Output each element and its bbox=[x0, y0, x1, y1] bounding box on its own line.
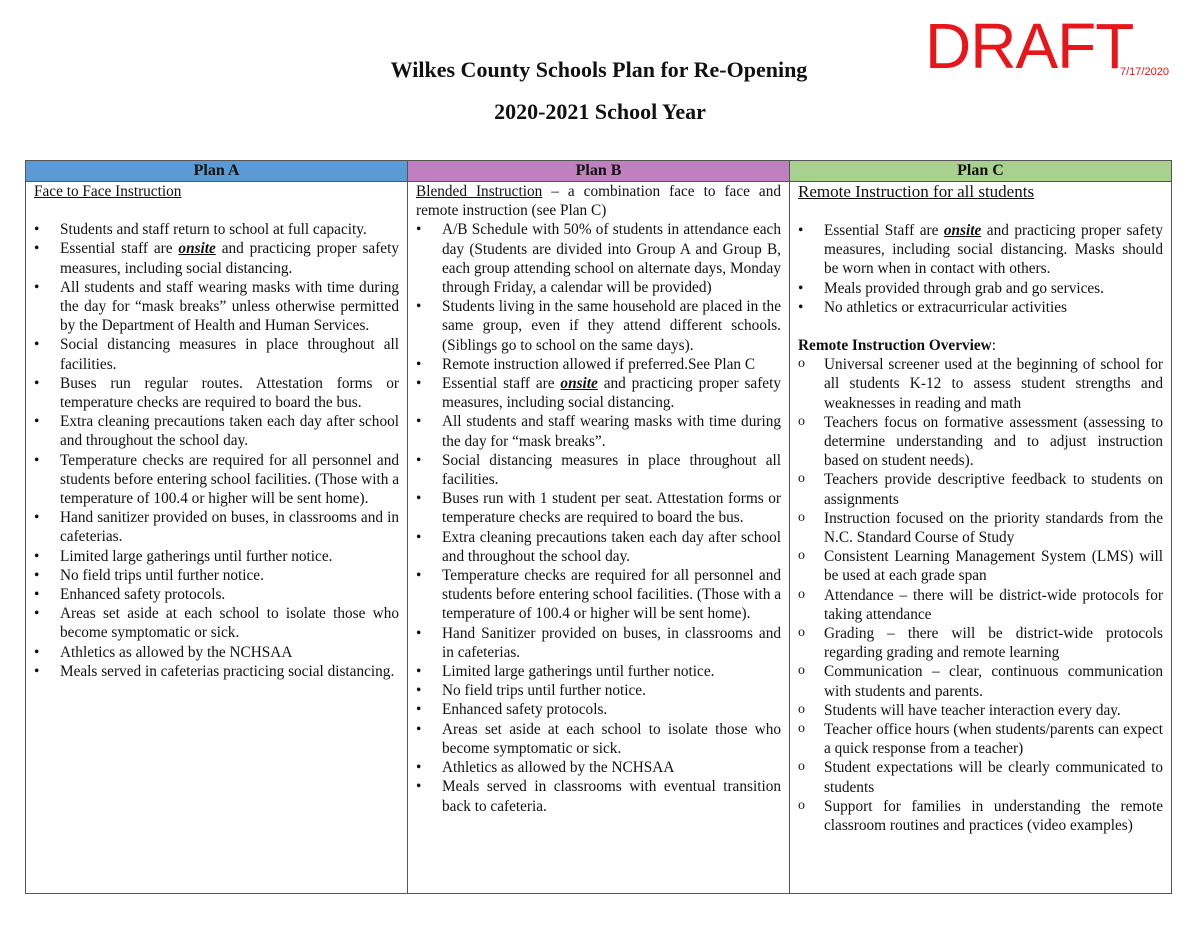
list-item: o Instruction focused on the priority standards from the N.C. Standard Course of Study bbox=[798, 509, 1163, 547]
list-item: • Athletics as allowed by the NCHSAA bbox=[416, 758, 781, 777]
list-item: • Social distancing measures in place throughout all facilities. bbox=[34, 335, 399, 373]
list-item: • Essential Staff are onsite and practicing proper safety measures, including social distancing. Masks should be worn when in contact with others. bbox=[798, 221, 1163, 279]
list-item: • A/B Schedule with 50% of students in attendance each day (Students are divided into Group A and Group B, each group attending school on alternate days, Monday through Friday, a calendar will be provided) bbox=[416, 220, 781, 297]
plan-c-subheading: Remote Instruction for all students bbox=[798, 182, 1035, 201]
plan-b-column bbox=[408, 182, 790, 894]
list-item: o Students will have teacher interaction every day. bbox=[798, 701, 1163, 720]
list-item: o Universal screener used at the beginning of school for all students K-12 to assess student strengths and weaknesses in reading and math bbox=[798, 355, 1163, 413]
list-item: o Communication – clear, continuous communication with students and parents. bbox=[798, 662, 1163, 700]
plan-c-column bbox=[790, 182, 1172, 894]
list-item: • Athletics as allowed by the NCHSAA bbox=[34, 643, 399, 662]
list-item: • Students and staff return to school at full capacity. bbox=[34, 220, 399, 239]
list-item: • Temperature checks are required for all personnel and students before entering school facilities. (Those with a temperature of 100.4 or higher will be sent home). bbox=[416, 566, 781, 624]
list-item: • No field trips until further notice. bbox=[34, 566, 399, 585]
plan-b-intro: Blended Instruction – a combination face to face and remote instruction (see Plan C) bbox=[416, 183, 781, 220]
list-item: o Teachers focus on formative assessment (assessing to determine understanding and to adjust instruction based on student needs). bbox=[798, 413, 1163, 471]
list-item: o Support for families in understanding the remote classroom routines and practices (video examples) bbox=[798, 797, 1163, 835]
list-item: • All students and staff wearing masks with time during the day for “mask breaks” unless otherwise permitted by the Department of Health and Human Services. bbox=[34, 278, 399, 336]
plans-header-row bbox=[26, 161, 1172, 182]
onsite-emphasis: onsite bbox=[178, 240, 216, 258]
draft-date: 7/17/2020 bbox=[1120, 66, 1169, 78]
plans-body-row bbox=[26, 182, 1172, 894]
onsite-emphasis: onsite bbox=[560, 375, 598, 393]
list-item: o Grading – there will be district-wide protocols regarding grading and remote learning bbox=[798, 624, 1163, 662]
list-item: o Consistent Learning Management System (LMS) will be used at each grade span bbox=[798, 547, 1163, 585]
plan-c-list bbox=[798, 221, 1163, 317]
list-item: • Temperature checks are required for all personnel and students before entering school facilities. (Those with a temperature of 100.4 or higher will be sent home). bbox=[34, 451, 399, 509]
plan-b-heading: Plan B bbox=[408, 161, 790, 182]
list-item: • Meals served in cafeterias practicing social distancing. bbox=[34, 662, 399, 681]
list-item: • Students living in the same household are placed in the same group, even if they attend different schools. (Siblings go to school on the same days). bbox=[416, 297, 781, 355]
overview-heading: Remote Instruction Overview: bbox=[798, 337, 996, 355]
list-item: • Buses run with 1 student per seat. Attestation forms or temperature checks are required to board the bus. bbox=[416, 489, 781, 527]
list-item: • Buses run regular routes. Attestation forms or temperature checks are required to board the bus. bbox=[34, 374, 399, 412]
list-item: • Enhanced safety protocols. bbox=[34, 585, 399, 604]
draft-stamp: DRAFT bbox=[925, 10, 1134, 82]
document-subtitle: 2020-2021 School Year bbox=[494, 99, 706, 124]
list-item: • Social distancing measures in place throughout all facilities. bbox=[416, 451, 781, 489]
list-item: • Limited large gatherings until further notice. bbox=[34, 547, 399, 566]
list-item: • Areas set aside at each school to isolate those who become symptomatic or sick. bbox=[416, 720, 781, 758]
list-item: o Attendance – there will be district-wide protocols for taking attendance bbox=[798, 586, 1163, 624]
onsite-emphasis: onsite bbox=[943, 222, 982, 239]
list-item: • Meals served in classrooms with eventual transition back to cafeteria. bbox=[416, 777, 781, 815]
list-item: • Hand sanitizer provided on buses, in classrooms and in cafeterias. bbox=[34, 508, 399, 546]
list-item: • No field trips until further notice. bbox=[416, 681, 781, 700]
list-item: • Extra cleaning precautions taken each day after school and throughout the school day. bbox=[416, 528, 781, 566]
list-item: • Hand Sanitizer provided on buses, in classrooms and in cafeterias. bbox=[416, 624, 781, 662]
document-title: Wilkes County Schools Plan for Re-Opening bbox=[390, 57, 808, 82]
list-item: • All students and staff wearing masks with time during the day for “mask breaks”. bbox=[416, 412, 781, 450]
list-item: • Essential staff are onsite and practicing proper safety measures, including social distancing. bbox=[34, 239, 399, 277]
list-item: • Remote instruction allowed if preferred.See Plan C bbox=[416, 355, 781, 374]
plans-table bbox=[25, 160, 1172, 894]
list-item: • Areas set aside at each school to isolate those who become symptomatic or sick. bbox=[34, 604, 399, 642]
plan-a-list bbox=[34, 220, 399, 681]
plan-b-subheading: Blended Instruction bbox=[416, 183, 543, 200]
plan-b-list bbox=[416, 220, 781, 815]
plan-c-heading: Plan C bbox=[790, 161, 1172, 182]
plan-a-subheading: Face to Face Instruction bbox=[34, 183, 182, 200]
plan-a-column bbox=[26, 182, 408, 894]
overview-list bbox=[798, 355, 1163, 835]
plan-a-heading: Plan A bbox=[26, 161, 408, 182]
list-item: • No athletics or extracurricular activities bbox=[798, 298, 1163, 317]
list-item: • Essential staff are onsite and practicing proper safety measures, including social distancing. bbox=[416, 374, 781, 412]
list-item: • Limited large gatherings until further notice. bbox=[416, 662, 781, 681]
list-item: • Extra cleaning precautions taken each day after school and throughout the school day. bbox=[34, 412, 399, 450]
list-item: • Enhanced safety protocols. bbox=[416, 700, 781, 719]
list-item: o Teacher office hours (when students/parents can expect a quick response from a teacher) bbox=[798, 720, 1163, 758]
list-item: o Student expectations will be clearly communicated to students bbox=[798, 758, 1163, 796]
list-item: • Meals provided through grab and go services. bbox=[798, 279, 1163, 298]
list-item: o Teachers provide descriptive feedback to students on assignments bbox=[798, 470, 1163, 508]
